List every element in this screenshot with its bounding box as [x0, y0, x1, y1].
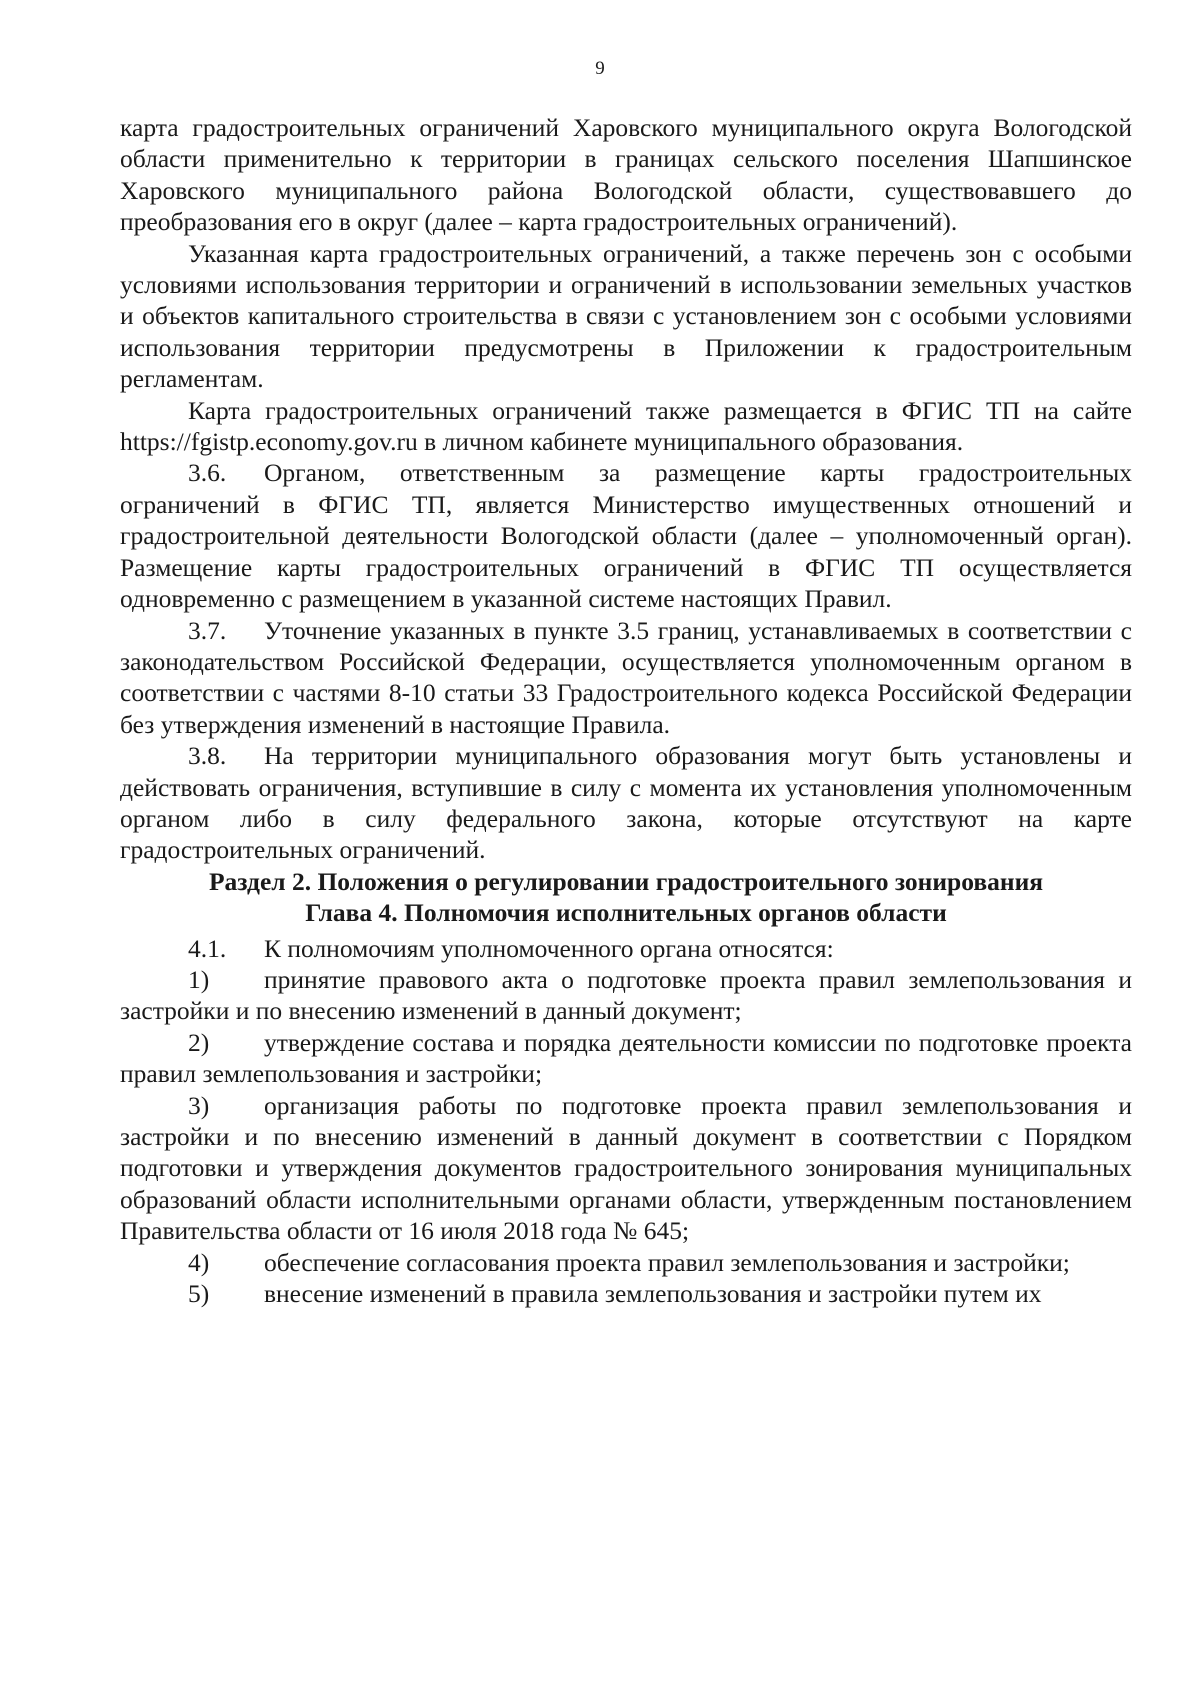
list-item-text: организация работы по подготовке проекта правил землепользования и застройки и по внесению изменений в данный документ в соответствии с Порядком подготовки и утверждения документов градостроительного зонирования муниципальных образований области исполнительными органами области, утвержденным постановлением Правительства области от 16 июля 2018 года № 645;: [120, 1090, 1132, 1246]
clause-text: К полномочиям уполномоченного органа относятся:: [264, 933, 834, 963]
clause-3-7: [120, 615, 1132, 741]
list-item-text: утверждение состава и порядка деятельности комиссии по подготовке проекта правил землепользования и застройки;: [120, 1027, 1132, 1089]
list-item: [120, 1027, 1132, 1090]
clause-text: На территории муниципального образования могут быть установлены и действовать ограничения, вступившие в силу с момента их установления уполномоченным органом либо в силу федерального закона, которые отсутствуют на карте градостроительных ограничений.: [120, 741, 1132, 865]
list-item: [120, 1090, 1132, 1247]
clause-3-8: [120, 740, 1132, 866]
list-item-number: 2): [188, 1027, 210, 1057]
page-number: 9: [595, 58, 605, 79]
list-item-number: 5): [188, 1279, 210, 1309]
clause-number: 3.7.: [188, 615, 227, 645]
list-item-text: внесение изменений в правила землепользования и застройки путем их: [264, 1279, 1042, 1309]
list-item-text: обеспечение согласования проекта правил землепользования и застройки;: [264, 1247, 1070, 1277]
clause-3-6: [120, 457, 1132, 614]
section-heading: Раздел 2. Положения о регулировании градостроительного зонирования: [208, 866, 1044, 896]
paragraph-map-annex: Указанная карта градостроительных ограничений, а также перечень зон с особыми условиями использования территории и ограничений в использовании земельных участков и объектов капитального строительства в связи с установлением зон с особыми условиями использования территории предусмотрены в Приложении к градостроительным регламентам.: [120, 238, 1132, 394]
document-body: [120, 112, 1132, 1309]
list-item: [120, 964, 1132, 1027]
clause-number: 3.6.: [188, 458, 227, 488]
clause-text: Уточнение указанных в пункте 3.5 границ, устанавливаемых в соответствии с законодательством Российской Федерации, осуществляется уполномоченным органом в соответствии с частями 8-10 статьи 33 Градостроительного кодекса Российской Федерации без утверждения изменений в настоящие Правила.: [120, 615, 1132, 739]
list-item-number: 1): [188, 964, 210, 994]
clause-4-1: [120, 933, 1132, 964]
clause-text: Органом, ответственным за размещение карты градостроительных ограничений в ФГИС ТП, является Министерство имущественных отношений и градостроительной деятельности Вологодской области (далее – уполномоченный орган). Размещение карты градостроительных ограничений в ФГИС ТП осуществляется одновременно с размещением в указанной системе настоящих Правил.: [120, 458, 1132, 614]
list-item-number: 4): [188, 1247, 210, 1277]
list-item-number: 3): [188, 1090, 210, 1120]
clause-number: 4.1.: [188, 933, 227, 963]
paragraph-map-fgis: Карта градостроительных ограничений также размещается в ФГИС ТП на сайте https://fgistp.economy.gov.ru в личном кабинете муниципального образования.: [120, 395, 1132, 457]
chapter-heading: Глава 4. Полномочия исполнительных органов области: [305, 898, 947, 928]
list-item: [120, 1278, 1132, 1309]
list-item-text: принятие правового акта о подготовке проекта правил землепользования и застройки и по внесению изменений в данный документ;: [120, 964, 1132, 1026]
paragraph-map-description: карта градостроительных ограничений Харовского муниципального округа Вологодской области применительно к территории в границах сельского поселения Шапшинское Харовского муниципального района Вологодской области, существовавшего до преобразования его в округ (далее – карта градостроительных ограничений).: [120, 113, 1132, 237]
list-item: [120, 1247, 1132, 1278]
clause-number: 3.8.: [188, 741, 227, 771]
